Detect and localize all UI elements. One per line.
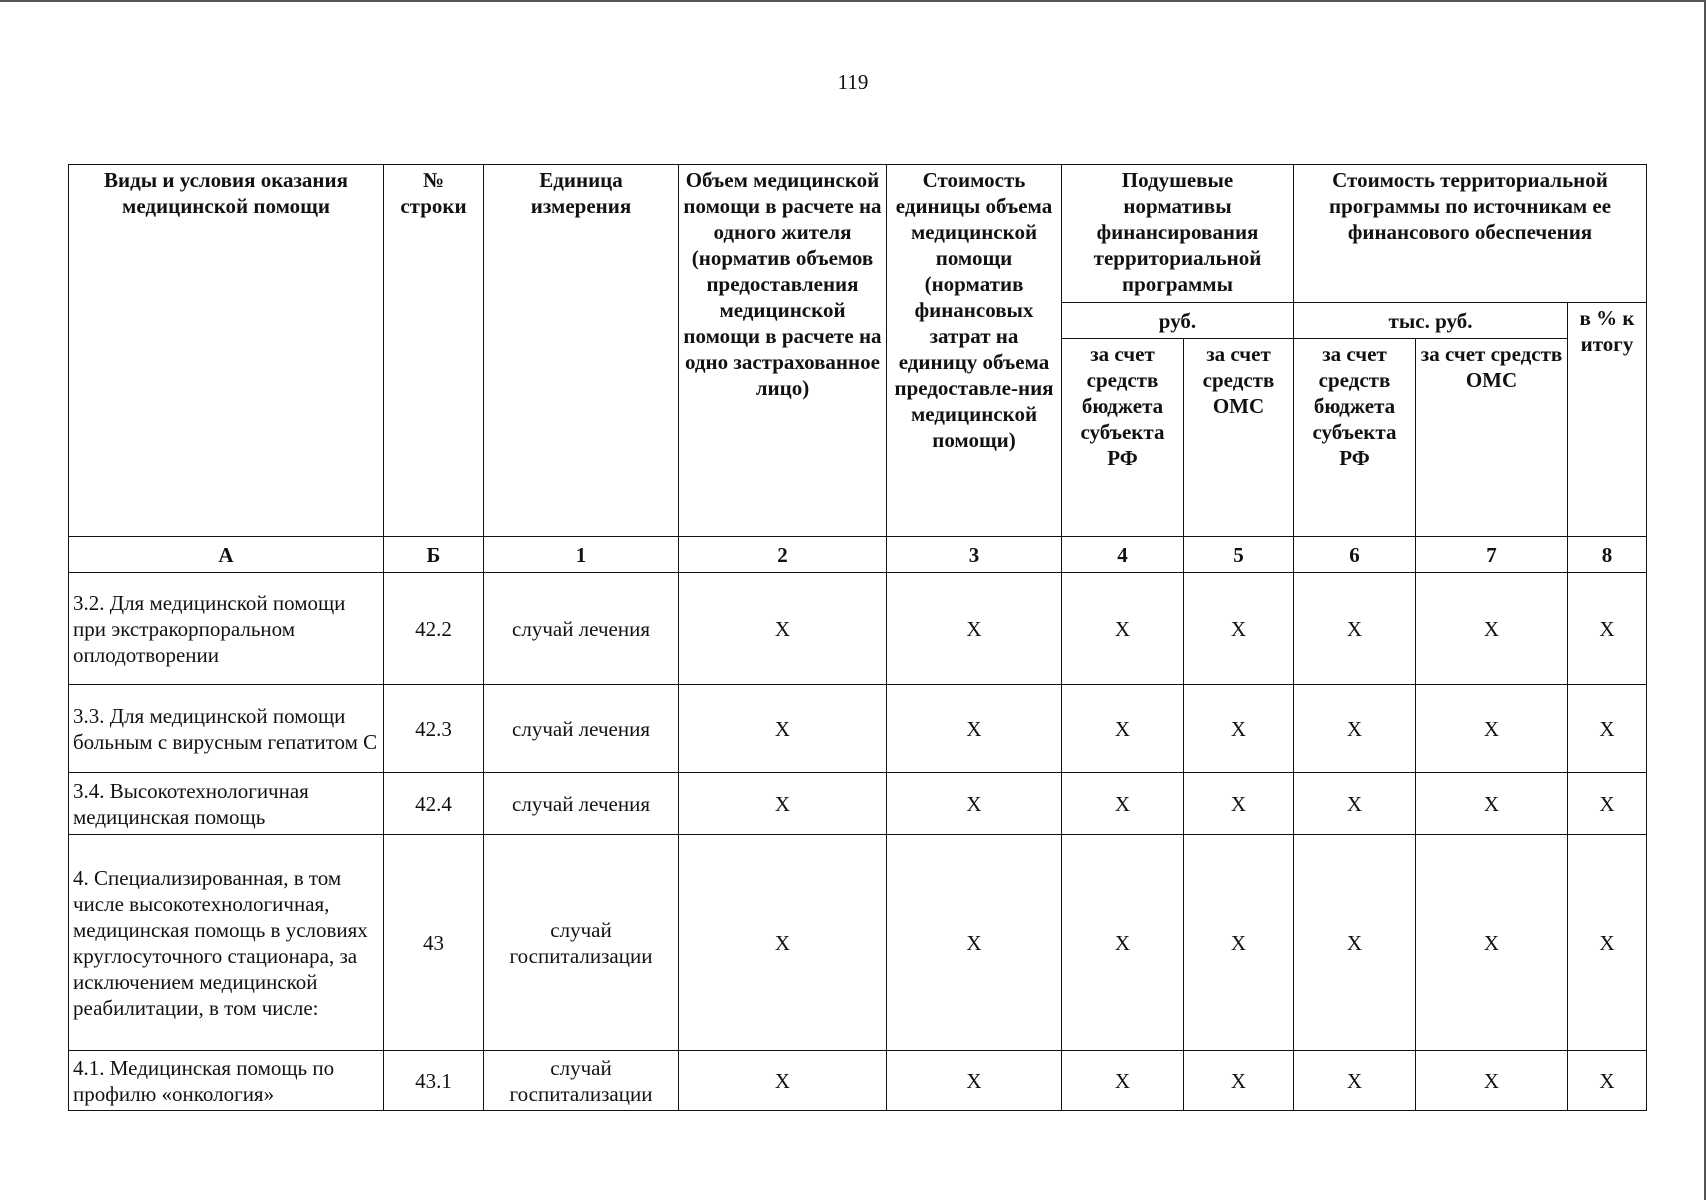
column-index-row <box>69 537 1647 573</box>
value-cell: Х <box>1184 835 1294 1051</box>
header-cost: Стоимость единицы объема медицинской помощи (норматив финансовых затрат на единицу объема предоставле-ния медицинской помощи) <box>887 165 1062 537</box>
row-unit: случай госпитализации <box>484 1051 679 1111</box>
row-name: 4.1. Медицинская помощь по профилю «онкология» <box>69 1051 384 1111</box>
row-unit: случай госпитализации <box>484 835 679 1051</box>
table-row <box>69 1051 1647 1111</box>
row-name: 3.4. Высокотехнологичная медицинская помощь <box>69 773 384 835</box>
row-number: 43 <box>384 835 484 1051</box>
row-number: 42.3 <box>384 685 484 773</box>
value-cell: Х <box>1416 835 1568 1051</box>
column-index-5: 5 <box>1184 537 1294 573</box>
value-cell: Х <box>1294 773 1416 835</box>
value-cell: Х <box>1568 773 1647 835</box>
header-per-capita-oms: за счет средств ОМС <box>1184 339 1294 537</box>
value-cell: Х <box>1062 773 1184 835</box>
page-number: 119 <box>837 70 869 94</box>
row-name: 3.2. Для медицинской помощи при экстракорпоральном оплодотворении <box>69 573 384 685</box>
table-row <box>69 835 1647 1051</box>
column-index-8: 8 <box>1568 537 1647 573</box>
column-index-7: 7 <box>1416 537 1568 573</box>
value-cell: Х <box>887 773 1062 835</box>
value-cell: Х <box>887 685 1062 773</box>
header-kind: Виды и условия оказания медицинской помощи <box>69 165 384 537</box>
header-unit: Единица измерения <box>484 165 679 537</box>
row-unit: случай лечения <box>484 573 679 685</box>
value-cell: Х <box>1568 685 1647 773</box>
value-cell: Х <box>1294 685 1416 773</box>
table-row <box>69 573 1647 685</box>
row-unit: случай лечения <box>484 773 679 835</box>
row-unit: случай лечения <box>484 685 679 773</box>
header-per-capita-budget: за счет средств бюджета субъекта РФ <box>1062 339 1184 537</box>
table-row <box>69 773 1647 835</box>
scan-top-edge <box>0 0 1706 2</box>
header-unit-rub: руб. <box>1062 303 1294 339</box>
value-cell: Х <box>1062 573 1184 685</box>
value-cell: Х <box>1294 573 1416 685</box>
header-volume: Объем медицинской помощи в расчете на одного жителя (норматив объемов предоставления медицинской помощи в расчете на одно застрахованное лицо) <box>679 165 887 537</box>
column-index-1: 1 <box>484 537 679 573</box>
header-program-budget: за счет средств бюджета субъекта РФ <box>1294 339 1416 537</box>
header-row-no: № строки <box>384 165 484 537</box>
value-cell: Х <box>1062 835 1184 1051</box>
table-row <box>69 685 1647 773</box>
header-unit-thousand-rub: тыс. руб. <box>1294 303 1568 339</box>
value-cell: Х <box>1416 1051 1568 1111</box>
value-cell: Х <box>1184 1051 1294 1111</box>
value-cell: Х <box>1416 773 1568 835</box>
value-cell: Х <box>679 573 887 685</box>
value-cell: Х <box>1062 1051 1184 1111</box>
column-index-4: 4 <box>1062 537 1184 573</box>
value-cell: Х <box>887 573 1062 685</box>
value-cell: Х <box>1416 573 1568 685</box>
row-number: 42.2 <box>384 573 484 685</box>
header-percent: в % к итогу <box>1568 303 1647 537</box>
column-index-b: Б <box>384 537 484 573</box>
value-cell: Х <box>1184 685 1294 773</box>
value-cell: Х <box>1062 685 1184 773</box>
value-cell: Х <box>1568 835 1647 1051</box>
column-index-3: 3 <box>887 537 1062 573</box>
value-cell: Х <box>1416 685 1568 773</box>
value-cell: Х <box>679 773 887 835</box>
value-cell: Х <box>887 835 1062 1051</box>
column-index-6: 6 <box>1294 537 1416 573</box>
row-number: 43.1 <box>384 1051 484 1111</box>
header-program-oms: за счет средств ОМС <box>1416 339 1568 537</box>
value-cell: Х <box>1184 773 1294 835</box>
row-number: 42.4 <box>384 773 484 835</box>
value-cell: Х <box>1184 573 1294 685</box>
header-program-cost: Стоимость территориальной программы по источникам ее финансового обеспечения <box>1294 165 1647 303</box>
value-cell: Х <box>679 1051 887 1111</box>
header-row-1 <box>69 165 1647 303</box>
row-name: 3.3. Для медицинской помощи больным с вирусным гепатитом С <box>69 685 384 773</box>
value-cell: Х <box>1568 1051 1647 1111</box>
header-per-capita: Подушевые нормативы финансирования территориальной программы <box>1062 165 1294 303</box>
row-name: 4. Специализированная, в том числе высокотехнологичная, медицинская помощь в условиях круглосуточного стационара, за исключением медицинской реабилитации, в том числе: <box>69 835 384 1051</box>
value-cell: Х <box>679 835 887 1051</box>
value-cell: Х <box>887 1051 1062 1111</box>
value-cell: Х <box>1294 1051 1416 1111</box>
financing-table <box>68 164 1647 1111</box>
value-cell: Х <box>679 685 887 773</box>
value-cell: Х <box>1294 835 1416 1051</box>
column-index-2: 2 <box>679 537 887 573</box>
value-cell: Х <box>1568 573 1647 685</box>
column-index-a: А <box>69 537 384 573</box>
